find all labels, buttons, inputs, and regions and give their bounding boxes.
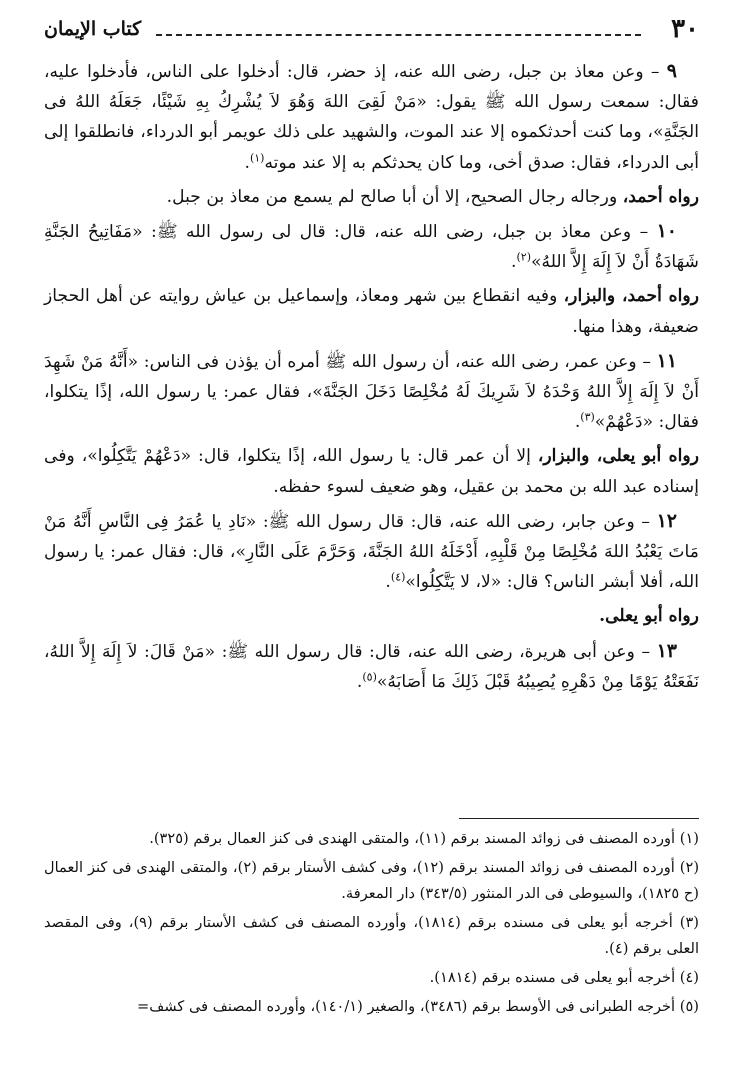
hadith-text: – وعن أبى هريرة، رضى الله عنه، قال: قال رسول الله ﷺ: «مَنْ قَالَ: لاَ إِلَهَ إِلاَّ اللهُ، نَفَعَتْهُ يَوْمًا مِنْ دَهْرِهِ يُصِيبُهُ قَبْلَ ذَلِكَ مَا أَصَابَهُ» xyxy=(44,641,699,692)
hadith-text: – وعن معاذ بن جبل، رضى الله عنه، قال: قال لى رسول الله ﷺ: «مَفَاتِيحُ الجَنَّةِ شَهَادَةُ أَنْ لاَ إِلَهَ إِلاَّ اللهُ» xyxy=(44,222,699,273)
footnote-5: (٥) أخرجه الطبرانى فى الأوسط برقم (٣٤٨٦)، والصغير (١٤٠/١)، وأورده المصنف فى كشف= xyxy=(137,998,699,1015)
hadith-9: ٩ – وعن معاذ بن جبل، رضى الله عنه، إذ حضر، قال: أدخلوا على الناس، فأدخلوا عليه، فقال: سمعت رسول الله ﷺ يقول: «مَنْ لَقِىَ اللهَ وَهُوَ لاَ يُشْرِكُ بِهِ شَيْئًا، جَعَلَهُ اللهُ فى الجَنَّةِ»، وما كنت أحدثكموه إلا عند الموت، والشهيد على ذلك عويمر أبو الدرداء، فانطلقوا إلى أبى الدرداء، فقال: صدق أخى، وما كان يحدثكم به إلا عند موته$^{(١)}$. xyxy=(44,60,699,173)
footnote-ref[interactable]: (٥) xyxy=(362,670,377,684)
hadith-text: – وعن جابر، رضى الله عنه، قال: قال رسول الله ﷺ: «نَادِ يا عُمَرُ فِى النَّاسِ أَنَّهُ مَنْ مَاتَ يَعْبُدُ اللهَ مُخْلِصًا مِنْ قَلْبِهِ، أَدْخَلَهُ اللهُ الجَنَّةَ، وَحَرَّمَ عَلَى النَّارِ»، قال: فقال عمر: يا رسول الله، أفلا أبشر الناس؟ قال: «لا، لا يَتَّكِلُوا» xyxy=(44,511,699,593)
footnote-ref[interactable]: (٤) xyxy=(390,570,406,584)
narrator-bold: رواه أحمد، xyxy=(622,186,699,207)
footnote-4: (٤) أخرجه أبو يعلى فى مسنده برقم (١٨١٤). xyxy=(429,969,699,986)
narrator-bold: رواه أبو يعلى. xyxy=(599,606,699,627)
hadith-number: ١٠ xyxy=(656,220,678,243)
footnote-ref[interactable]: (١) xyxy=(249,150,265,164)
hadith-10: ١٠ – وعن معاذ بن جبل، رضى الله عنه، قال: قال لى رسول الله ﷺ: «مَفَاتِيحُ الجَنَّةِ شَهَادَةُ أَنْ لاَ إِلَهَ إِلاَّ اللهُ»$^{(٢)}$. xyxy=(44,220,699,273)
narration-9 xyxy=(44,182,699,212)
hadith-number: ١٣ xyxy=(656,639,677,662)
narrator-bold: رواه أبو يعلى، والبزار، xyxy=(537,446,699,467)
footnote-1: (١) أورده المصنف فى زوائد المسند برقم (١١)، والمتقى الهندى فى كنز العمال برقم (٣٢٥). xyxy=(149,830,699,847)
main-text xyxy=(44,56,699,701)
narration-10 xyxy=(44,281,699,341)
hadith-11: ١١ – وعن عمر، رضى الله عنه، أن رسول الله ﷺ أمره أن يؤذن فى الناس: «أَنَّهُ مَنْ شَهِدَ أَنْ لاَ إِلَهَ إِلاَّ اللهُ وَحْدَهُ لاَ شَرِيكَ لَهُ مُخْلِصًا دَخَلَ الجَنَّةَ»، فقال عمر: يا رسول الله، إذًا يتكلوا، فقال: «دَعْهُمْ»$^{(٣)}$. xyxy=(44,349,699,433)
footnote-3: (٣) أخرجه أبو يعلى فى مسنده برقم (١٨١٤)، وأورده المصنف فى كشف الأستار برقم (٩)، وفى المقصد العلى برقم (٤). xyxy=(44,914,699,957)
narration-text: ورجاله رجال الصحيح، إلا أن أبا صالح لم يسمع من معاذ بن جبل. xyxy=(166,186,623,207)
page-header xyxy=(44,14,699,44)
narration-text: إلا أن عمر قال: يا رسول الله، إذًا يتكلوا، قال: «دَعْهُمْ يَتَّكِلُوا»، وفى إسناده عبد الله بن محمد بن عقيل، وهو ضعيف لسوء حفظه. xyxy=(44,446,699,497)
footnote-ref[interactable]: (٣) xyxy=(580,410,595,424)
hadith-text: – وعن معاذ بن جبل، رضى الله عنه، إذ حضر، قال: أدخلوا على الناس، فأدخلوا عليه، فقال: سمعت رسول الله ﷺ يقول: «مَنْ لَقِىَ اللهَ وَهُوَ لاَ يُشْرِكُ بِهِ شَيْئًا، جَعَلَهُ اللهُ فى الجَنَّةِ»، وما كنت أحدثكموه إلا عند الموت، والشهيد على ذلك عويمر أبو الدرداء، فانطلقوا إلى أبى الدرداء، فقال: صدق أخى، وما كان يحدثكم به إلا عند موته xyxy=(44,62,699,173)
page-number: ٣٠ xyxy=(671,14,699,44)
narration-12 xyxy=(44,601,699,631)
hadith-text: – وعن عمر، رضى الله عنه، أن رسول الله ﷺ أمره أن يؤذن فى الناس: «أَنَّهُ مَنْ شَهِدَ أَنْ لاَ إِلَهَ إِلاَّ اللهُ وَحْدَهُ لاَ شَرِيكَ لَهُ مُخْلِصًا دَخَلَ الجَنَّةَ»، فقال عمر: يا رسول الله، إذًا يتكلوا، فقال: «دَعْهُمْ» xyxy=(44,351,699,433)
narration-text: وفيه انقطاع بين شهر ومعاذ، وإسماعيل بن عياش روايته عن أهل الحجاز ضعيفة، وهذا منها. xyxy=(44,286,699,337)
footnote-2: (٢) أورده المصنف فى زوائد المسند برقم (١٢)، وفى كشف الأستار برقم (٢)، والمتقى الهندى فى كنز العمال (ح ١٨٢٥)، والسيوطى فى الدر المنثور (٣٤٣/٥) دار المعرفة. xyxy=(44,859,700,902)
hadith-13: ١٣ – وعن أبى هريرة، رضى الله عنه، قال: قال رسول الله ﷺ: «مَنْ قَالَ: لاَ إِلَهَ إِلاَّ اللهُ، نَفَعَتْهُ يَوْمًا مِنْ دَهْرِهِ يُصِيبُهُ قَبْلَ ذَلِكَ مَا أَصَابَهُ»$^{(٥)}$. xyxy=(44,639,699,692)
hadith-number: ١٢ xyxy=(656,509,678,532)
footnote-separator xyxy=(459,818,699,819)
footnote-ref[interactable]: (٢) xyxy=(516,250,532,264)
footnotes xyxy=(44,826,699,1023)
hadith-number: ٩ xyxy=(666,60,677,82)
narrator-bold: رواه أحمد، والبزار، xyxy=(563,286,699,307)
header-rule xyxy=(156,34,641,36)
chapter-title: كتاب الإيمان xyxy=(44,18,142,40)
hadith-12: ١٢ – وعن جابر، رضى الله عنه، قال: قال رسول الله ﷺ: «نَادِ يا عُمَرُ فِى النَّاسِ أَنَّهُ مَنْ مَاتَ يَعْبُدُ اللهَ مُخْلِصًا مِنْ قَلْبِهِ، أَدْخَلَهُ اللهُ الجَنَّةَ، وَحَرَّمَ عَلَى النَّارِ»، قال: فقال عمر: يا رسول الله، أفلا أبشر الناس؟ قال: «لا، لا يَتَّكِلُوا»$^{(٤)}$. xyxy=(44,509,699,593)
narration-11 xyxy=(44,441,699,501)
hadith-number: ١١ xyxy=(656,349,677,372)
